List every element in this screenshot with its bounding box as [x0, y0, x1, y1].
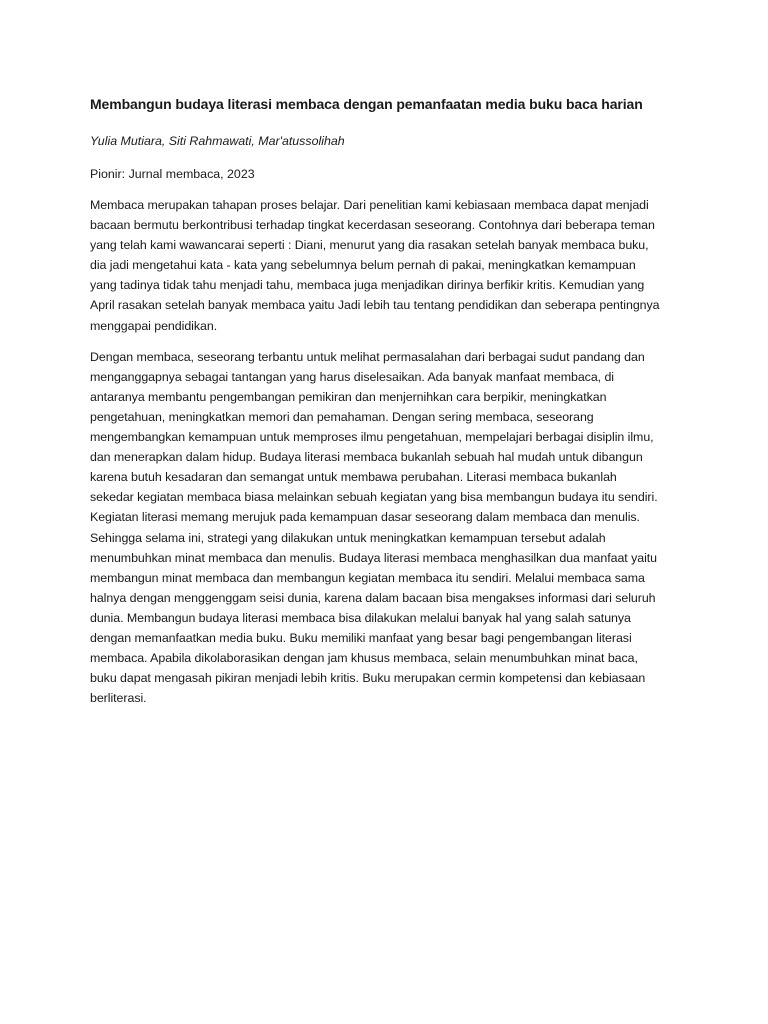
paragraph-line: dia jadi mengetahui kata - kata yang sebelumnya belum pernah di pakai, meningkatkan kemampuan: [90, 258, 636, 273]
paragraph-line: dunia. Membangun budaya literasi membaca bisa dilakukan melalui banyak hal yang salah satunya: [90, 610, 631, 625]
document-authors: Yulia Mutiara, Siti Rahmawati, Mar'atussolihah: [90, 134, 345, 148]
paragraph-line: pengetahuan, meningkatkan memori dan pemahaman. Dengan sering membaca, seseorang: [90, 409, 594, 424]
paragraph-line: dengan memanfaatkan media buku. Buku memiliki manfaat yang besar bagi pengembangan literasi: [90, 630, 632, 645]
paragraph-line: yang tadinya tidak tahu menjadi tahu, membaca juga menjadikan dirinya berfikir kritis. Kemudian yang: [90, 278, 645, 293]
paragraph-line: sekedar kegiatan membaca biasa melainkan sebuah kegiatan yang bisa membangun budaya itu sendiri.: [90, 490, 658, 505]
document-body: [90, 94, 682, 719]
paragraph-line: dan menerapkan dalam hidup. Budaya literasi membaca bukanlah sebuah hal mudah untuk dibangun: [90, 450, 643, 465]
paragraph-line: halnya dengan menggenggam seisi dunia, karena dalam bacaan bisa mengakses informasi dari seluruh: [90, 590, 656, 605]
paragraph-line: menganggapnya sebagai tantangan yang harus diselesaikan. Ada banyak manfaat membaca, di: [90, 369, 614, 384]
paragraph-line: berliterasi.: [90, 691, 147, 706]
document-title: Membangun budaya literasi membaca dengan pemanfaatan media buku baca harian: [90, 96, 643, 112]
paragraph-line: membangun minat membaca dan membangun kegiatan membaca itu sendiri. Melalui membaca sama: [90, 570, 645, 585]
paragraph-line: mengembangkan kemampuan untuk memproses ilmu pengetahuan, mempelajari berbagai disiplin ilmu,: [90, 430, 654, 445]
paragraph-line: yang telah kami wawancarai seperti : Diani, menurut yang dia rasakan setelah banyak membaca buku,: [90, 238, 649, 253]
paragraph-line: menggapai pendidikan.: [90, 318, 218, 333]
paragraph-2: [90, 347, 682, 709]
paragraph-line: buku dapat mengasah pikiran menjadi lebih kritis. Buku merupakan cermin kompetensi dan kebiasaan: [90, 671, 646, 686]
paragraph-line: bacaan bermutu berkontribusi terhadap tingkat kecerdasan seseorang. Contohnya dari beberapa teman: [90, 218, 655, 233]
paragraph-line: antaranya membantu pengembangan pemikiran dan menjernihkan cara berpikir, meningkatkan: [90, 389, 607, 404]
paragraph-line: karena butuh kesadaran dan semangat untuk membawa perubahan. Literasi membaca bukanlah: [90, 470, 617, 485]
paragraph-line: Kegiatan literasi memang merujuk pada kemampuan dasar seseorang dalam membaca dan menulis.: [90, 510, 640, 525]
paragraph-line: April rasakan setelah banyak membaca yaitu Jadi lebih tau tentang pendidikan dan seberapa pentingnya: [90, 298, 660, 313]
paragraph-line: menumbuhkan minat membaca dan menulis. Budaya literasi membaca menghasilkan dua manfaat yaitu: [90, 550, 658, 565]
paragraph-line: Sehingga selama ini, strategi yang dilakukan untuk meningkatkan kemampuan tersebut adalah: [90, 530, 606, 545]
document-source: Pionir: Jurnal membaca, 2023: [90, 167, 255, 181]
paragraph-line: Dengan membaca, seseorang terbantu untuk melihat permasalahan dari berbagai sudut pandang dan: [90, 349, 645, 364]
paragraph-line: membaca. Apabila dikolaborasikan dengan jam khusus membaca, selain menumbuhkan minat baca,: [90, 651, 638, 666]
paragraph-1: [90, 195, 682, 336]
paragraph-line: Membaca merupakan tahapan proses belajar. Dari penelitian kami kebiasaan membaca dapat menjadi: [90, 198, 649, 212]
